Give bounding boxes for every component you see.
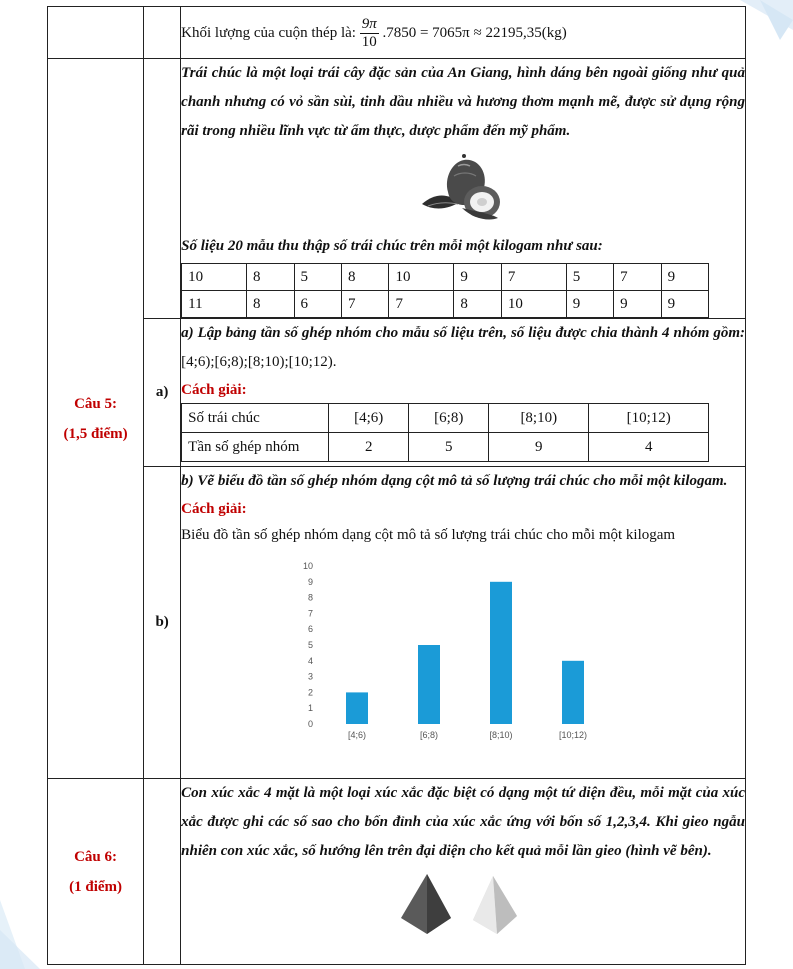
table-row (182, 433, 709, 462)
part-a-label: a) (144, 319, 181, 467)
q5-intro-row (48, 59, 746, 319)
prev-answer-row (48, 7, 746, 59)
y-tick-label: 1 (308, 703, 314, 714)
table-cell: 5 (294, 264, 341, 291)
steel-mass-text: Khối lượng của cuộn thép là: (181, 24, 360, 41)
steel-mass-result: .7850 = 7065π ≈ 22195,35(kg) (382, 24, 567, 41)
bar (490, 582, 512, 724)
x-tick-label: [6;8) (420, 730, 439, 740)
table-cell: 7 (342, 291, 389, 318)
q5a-question: a) Lập bảng tần số ghép nhóm cho mẫu số liệu trên, số liệu được chia thành 4 nhóm gồm: [4;6);[6;8);[8;10);[10;12). (181, 325, 745, 370)
q6-label: Câu 6: (74, 848, 118, 865)
q5-data-caption: Số liệu 20 mẫu thu thập số trái chúc trên mỗi một kilogam như sau: (181, 238, 603, 254)
part-b-label: b) (144, 467, 181, 779)
q5a-row (48, 319, 746, 467)
table-cell: 11 (182, 291, 247, 318)
q6-points: (1 điểm) (69, 878, 123, 895)
table-cell: 10 (501, 291, 566, 318)
table-cell: 7 (389, 291, 454, 318)
frequency-bar-chart (181, 548, 729, 748)
y-tick-label: 0 (308, 719, 314, 729)
y-tick-label: 10 (303, 561, 314, 571)
q5a-solution-label: Cách giải: (181, 382, 247, 398)
y-tick-label: 3 (308, 671, 314, 682)
table-cell: [10;12) (589, 404, 709, 433)
tetrahedral-dice-icon (393, 872, 533, 936)
table-cell: 8 (247, 264, 294, 291)
table-header-cell: Số trái chúc (182, 404, 329, 433)
table-row (182, 404, 709, 433)
bar (418, 645, 440, 724)
table-cell: [6;8) (409, 404, 489, 433)
y-tick-label: 4 (308, 655, 314, 666)
table-cell: 8 (342, 264, 389, 291)
table-cell: 10 (389, 264, 454, 291)
y-tick-label: 7 (308, 608, 314, 619)
table-row (182, 264, 709, 291)
fraction: $\frac{9\pi}{10}$ (361, 16, 377, 50)
table-cell: 9 (454, 264, 501, 291)
q5b-question: b) Vẽ biểu đồ tần số ghép nhóm dạng cột mô tả số lượng trái chúc cho mỗi một kilogam. (181, 473, 728, 489)
table-cell: 9 (566, 291, 613, 318)
q5-intro-text: Trái chúc là một loại trái cây đặc sản của An Giang, hình dáng bên ngoài giống như quả chanh nhưng có vỏ sần sùi, tinh dầu nhiều và hương thơm mạnh mẽ, được sử dụng rộng rãi trong nhiều lĩnh vực từ ẩm thực, dược phẩm đến mỹ phẩm. (181, 65, 745, 139)
table-cell: 7 (501, 264, 566, 291)
table-cell: [4;6) (329, 404, 409, 433)
y-tick-label: 9 (308, 576, 314, 587)
frequency-table (181, 403, 709, 462)
table-cell: 7 (614, 264, 661, 291)
bar (346, 692, 368, 724)
x-tick-label: [8;10) (489, 730, 513, 740)
table-cell: 6 (294, 291, 341, 318)
table-cell: 8 (247, 291, 294, 318)
chart-caption: Biểu đồ tần số ghép nhóm dạng cột mô tả số lượng trái chúc cho mỗi một kilogam (181, 527, 676, 543)
y-tick-label: 6 (308, 624, 314, 635)
y-tick-label: 2 (308, 687, 314, 698)
sample-data-table (181, 263, 709, 318)
q5b-solution-label: Cách giải: (181, 501, 247, 517)
table-cell: 5 (409, 433, 489, 462)
exam-solution-table (47, 6, 746, 958)
table-cell: 9 (661, 291, 709, 318)
x-tick-label: [4;6) (348, 730, 367, 740)
q6-row (48, 779, 746, 965)
table-cell: 4 (589, 433, 709, 462)
bar (562, 661, 584, 724)
y-tick-label: 5 (308, 640, 314, 650)
q6-text: Con xúc xắc 4 mặt là một loại xúc xắc đặc biệt có dạng một tứ diện đều, mỗi mặt của xúc xắc được ghi các số sao cho bốn đỉnh của xúc xắc ứng với bốn số 1,2,3,4. Khi gieo ngẫu nhiên con xúc xắc, số hướng lên trên đại diện cho kết quả mỗi lần gieo (hình vẽ bên). (181, 785, 745, 859)
table-cell: 9 (661, 264, 709, 291)
x-tick-label: [10;12) (559, 730, 588, 740)
q5-label-cell (48, 59, 144, 779)
table-row (182, 291, 709, 318)
q6-label-cell (48, 779, 144, 965)
table-cell: 8 (454, 291, 501, 318)
table-cell: 2 (329, 433, 409, 462)
table-cell: 9 (489, 433, 589, 462)
y-tick-label: 8 (308, 592, 314, 603)
q5-points: (1,5 điểm) (63, 425, 128, 442)
table-cell: 9 (614, 291, 661, 318)
table-cell: 10 (182, 264, 247, 291)
table-cell: 5 (566, 264, 613, 291)
table-header-cell: Tần số ghép nhóm (182, 433, 329, 462)
q5b-row (48, 467, 746, 779)
q5-label: Câu 5: (74, 395, 118, 412)
table-cell: [8;10) (489, 404, 589, 433)
trai-chuc-fruit-icon (418, 152, 508, 226)
